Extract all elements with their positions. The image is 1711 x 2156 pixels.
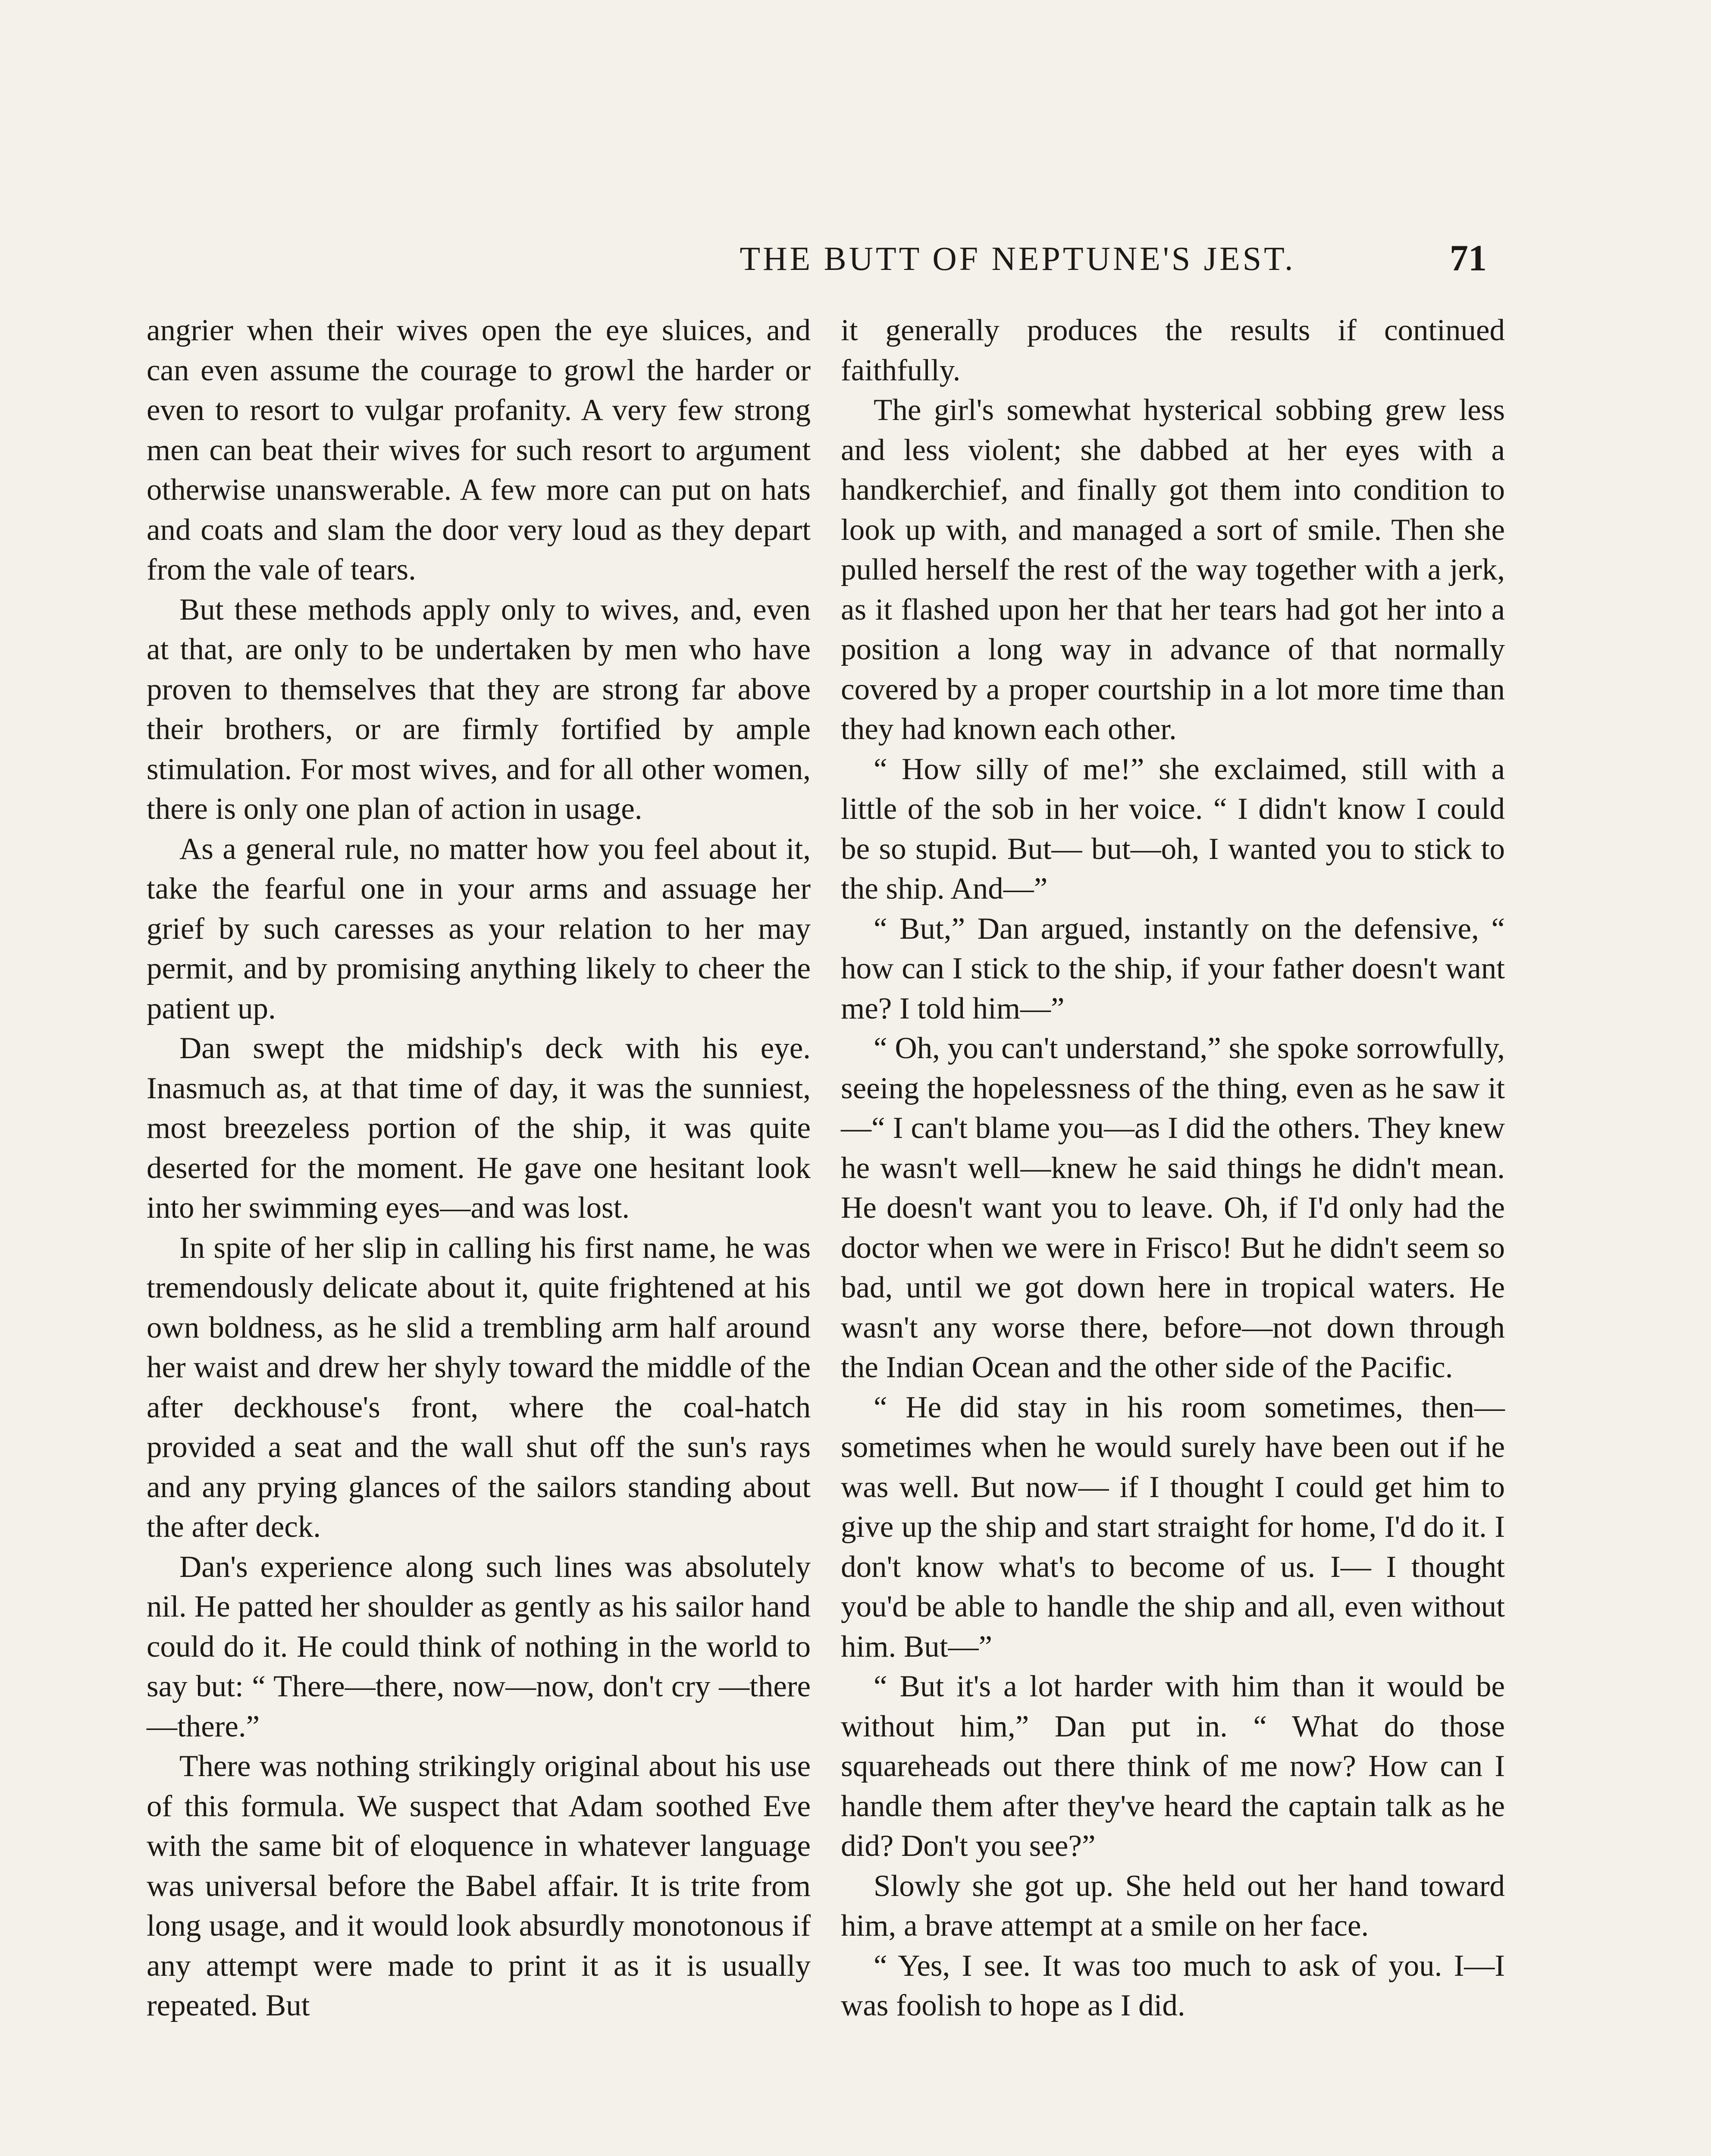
page-number: 71: [1450, 237, 1487, 279]
paragraph: As a general rule, no matter how you feel about it, take the fearful one in your arms and assuage her grief by such caresses as your relation to her may permit, and by promising anything likely to cheer the patient up.: [147, 832, 811, 1025]
running-head: THE BUTT OF NEPTUNE'S JEST.: [740, 240, 1296, 277]
paragraph: There was nothing strikingly original about his use of this formula. We suspect that Adam soothed Eve with the same bit of eloquence in whatever language was universal before the Babel affair. It is trite from long usage, and it would look absurdly monotonous if any attempt were made to print it as it is usually repeated. But: [147, 1749, 811, 2022]
paragraph: Slowly she got up. She held out her hand toward him, a brave attempt at a smile on her face.: [841, 1869, 1505, 1943]
paragraph: In spite of her slip in calling his first name, he was tremendously delicate about it, quite frightened at his own boldness, as he slid a trembling arm half around her waist and drew her shyly toward the middle of the after deckhouse's front, where the coal-hatch provided a seat and the wall shut off the sun's rays and any prying glances of the sailors standing about the after deck.: [147, 1231, 811, 1544]
paragraph: “ Oh, you can't understand,” she spoke sorrowfully, seeing the hopelessness of the thing, even as he saw it—“ I can't blame you—as I did the others. They knew he wasn't well—knew he said things he didn't mean. He doesn't want you to leave. Oh, if I'd only had the doctor when we were in Frisco! But he didn't seem so bad, until we got down here in tropical waters. He wasn't any worse there, before—not down through the Indian Ocean and the other side of the Pacific.: [841, 1031, 1505, 1384]
paragraph: “ How silly of me!” she exclaimed, still with a little of the sob in her voice. “ I didn't know I could be so stupid. But— but—oh, I wanted you to stick to the ship. And—”: [841, 752, 1505, 906]
paragraph: angrier when their wives open the eye sluices, and can even assume the courage to growl the harder or even to resort to vulgar profanity. A very few strong men can beat their wives for such resort to argument otherwise unanswerable. A few more can put on hats and coats and slam the door very loud as they depart from the vale of tears.: [147, 313, 811, 586]
paragraph: But these methods apply only to wives, and, even at that, are only to be undertaken by men who have proven to themselves that they are strong far above their brothers, or are firmly fortified by ample stimulation. For most wives, and for all other women, there is only one plan of action in usage.: [147, 592, 811, 826]
paragraph: The girl's somewhat hysterical sobbing grew less and less violent; she dabbed at her eyes with a handkerchief, and finally got them into condition to look up with, and managed a sort of smile. Then she pulled herself the rest of the way together with a jerk, as it flashed upon her that her tears had got her into a position a long way in advance of that normally covered by a proper courtship in a lot more time than they had known each other.: [841, 393, 1505, 746]
paragraph: Dan's experience along such lines was absolutely nil. He patted her shoulder as gently as his sailor hand could do it. He could think of nothing in the world to say but: “ There—there, now—now, don't cry —there—there.”: [147, 1550, 811, 1743]
left-column: [147, 310, 811, 2026]
paragraph: “ He did stay in his room sometimes, then—sometimes when he would surely have been out if he was well. But now— if I thought I could get him to give up the ship and start straight for home, I'd do it. I don't know what's to become of us. I— I thought you'd be able to handle the ship and all, even without him. But—”: [841, 1390, 1505, 1664]
paragraph: “ But it's a lot harder with him than it would be without him,” Dan put in. “ What do those squareheads out there think of me now? How can I handle them after they've heard the captain talk as he did? Don't you see?”: [841, 1670, 1505, 1863]
paragraph: Dan swept the midship's deck with his eye. Inasmuch as, at that time of day, it was the sunniest, most breezeless portion of the ship, it was quite deserted for the moment. He gave one hesitant look into her swimming eyes—and was lost.: [147, 1031, 811, 1225]
paragraph: “ But,” Dan argued, instantly on the defensive, “ how can I stick to the ship, if your father doesn't want me? I told him—”: [841, 912, 1505, 1025]
paragraph: “ Yes, I see. It was too much to ask of you. I—I was foolish to hope as I did.: [841, 1949, 1505, 2022]
right-column: [841, 310, 1505, 2026]
paragraph: it generally produces the results if continued faithfully.: [841, 313, 1505, 387]
